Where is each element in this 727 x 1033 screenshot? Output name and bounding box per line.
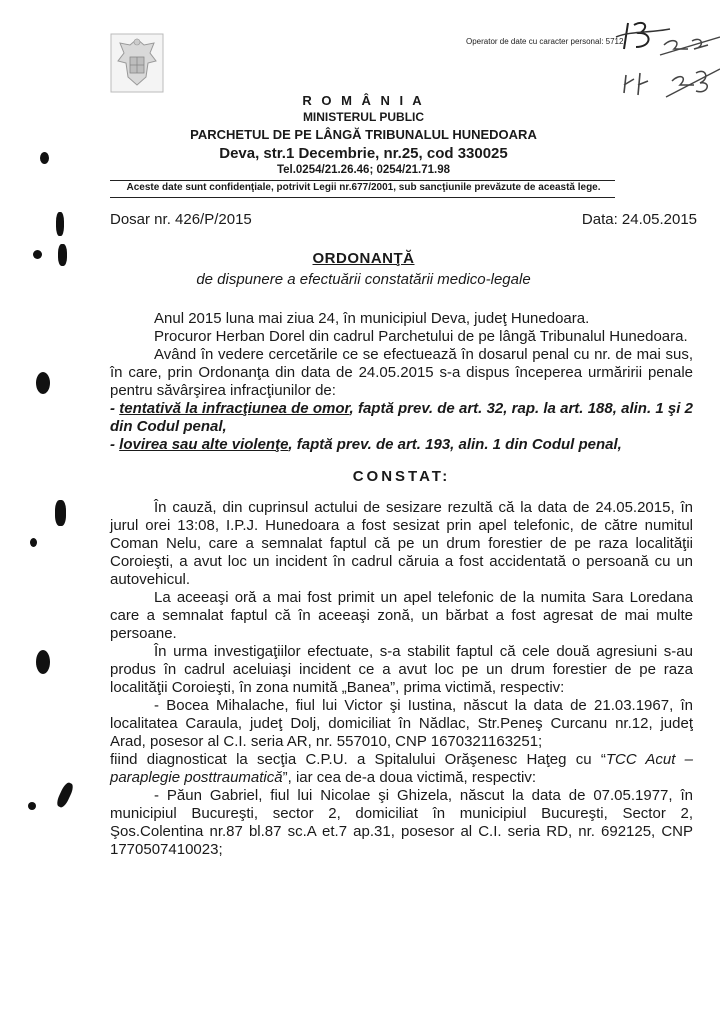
scan-mark: [40, 152, 49, 164]
charge-item: - tentativă la infracţiunea de omor, faptă prev. de art. 32, rap. la art. 188, alin. 1 şi 2 din Codul penal,: [110, 400, 694, 435]
document-subtitle: de dispunere a efectuării constatării medico-legale: [196, 271, 531, 288]
scan-mark: [56, 212, 64, 236]
paragraph-investigation: În urma investigaţiilor efectuate, s-a stabilit faptul că cele două agresiuni s-au produs în cadrul aceluiaşi incident ce a avut loc pe un drum forestier de pe raza localităţii Coroieşti, în zona numită „Banea”, prima victimă, respectiv:: [110, 643, 693, 696]
coat-of-arms-icon: [110, 33, 164, 93]
scan-mark: [36, 372, 50, 394]
header-address: Deva, str.1 Decembrie, nr.25, cod 330025: [219, 145, 508, 162]
scan-mark: [30, 538, 37, 547]
case-date: Data: 24.05.2015: [581, 211, 697, 228]
charge-name: tentativă la infracţiunea de omor: [119, 400, 350, 417]
document-body: [110, 310, 693, 859]
operator-line: Operator de date cu caracter personal: 5712: [466, 37, 624, 46]
header-phone: Tel.0254/21.26.46; 0254/21.71.98: [276, 164, 451, 176]
scan-mark: [55, 500, 66, 526]
scan-mark: [33, 250, 42, 259]
scan-mark: [58, 244, 67, 266]
header-country: R O M Â N I A: [302, 93, 425, 108]
paragraph-prosecutor: Procuror Herban Dorel din cadrul Parchetului de pe lângă Tribunalul Hunedoara.: [154, 328, 688, 345]
scan-mark: [36, 650, 50, 674]
paragraph-context: Având în vedere cercetările ce se efectuează în dosarul penal cu nr. de mai sus, în care, prin Ordonanţa din data de 24.05.2015 s-a dispus începerea urmăririi penale pentru săvârşirea infracţiunilor de:: [110, 346, 693, 399]
charge-name: lovirea sau alte violenţe: [119, 436, 289, 453]
header-rule-bottom: [110, 197, 615, 198]
case-number: Dosar nr. 426/P/2015: [110, 211, 252, 228]
header-office: PARCHETUL DE PE LÂNGĂ TRIBUNALUL HUNEDOARA: [190, 127, 537, 142]
paragraph-second-call: La aceeaşi oră a mai fost primit un apel telefonic de la numita Sara Loredana care a semnalat faptul că în aceeaşi zonă, un bărbat a fost agresat de mai multe persoane.: [110, 589, 693, 642]
diagnosis-text: TCC Acut – paraplegie posttraumatică: [110, 751, 693, 786]
handwritten-annotation: [610, 15, 720, 105]
paragraph-victim-1: - Bocea Mihalache, fiul lui Victor şi Iustina, născut la data de 21.03.1967, în localitatea Caraula, judeţ Dolj, domiciliat în Nădlac, Str.Peneş Curcanu nr.12, judeţ Arad, posesor al C.I. seria AR, nr. 557010, CNP 1670321163251;: [110, 697, 693, 750]
scan-mark: [55, 781, 75, 809]
paragraph-notification: În cauză, din cuprinsul actului de sesizare rezultă că la data de 24.05.2015, în jurul orei 13:08, I.P.J. Hunedoara a fost sesizat prin apel telefonic, de către numitul Coman Nelu, care a semnalat faptul că pe un drum forestier de pe raza localităţii Coroieşti, a avut loc un incident în cadrul căruia a fost accidentată o persoană cu un autovehicul.: [110, 499, 693, 588]
paragraph-diagnosis: fiind diagnosticat la secţia C.P.U. a Spitalului Orăşenesc Haţeg cu “TCC Acut – paraplegie posttraumatică”, iar cea de-a doua victimă, respectiv:: [110, 751, 693, 786]
scan-mark: [28, 802, 36, 810]
header-rule: [110, 180, 615, 181]
confidentiality-note: Aceste date sunt confidenţiale, potrivit Legii nr.677/2001, sub sancţiunile prevăzute de această lege.: [126, 182, 601, 193]
section-heading-constat: CONSTAT:: [352, 468, 451, 485]
paragraph-date-place: Anul 2015 luna mai ziua 24, în municipiul Deva, judeţ Hunedoara.: [154, 310, 590, 327]
header-ministry: MINISTERUL PUBLIC: [302, 110, 425, 124]
document-title: ORDONANŢĂ: [312, 250, 415, 267]
charge-item: - lovirea sau alte violenţe, faptă prev. de art. 193, alin. 1 din Codul penal,: [110, 436, 622, 453]
paragraph-victim-2: - Păun Gabriel, fiul lui Nicolae şi Ghizela, născut la data de 07.05.1977, în municipiul Bucureşti, sector 2, domiciliat în municipiul Bucureşti, Sector 2, Şos.Colentina nr.87 bl.87 sc.A et.7 ap.31, posesor al C.I. seria RD, nr. 692125, CNP 1770507410023;: [110, 787, 693, 858]
